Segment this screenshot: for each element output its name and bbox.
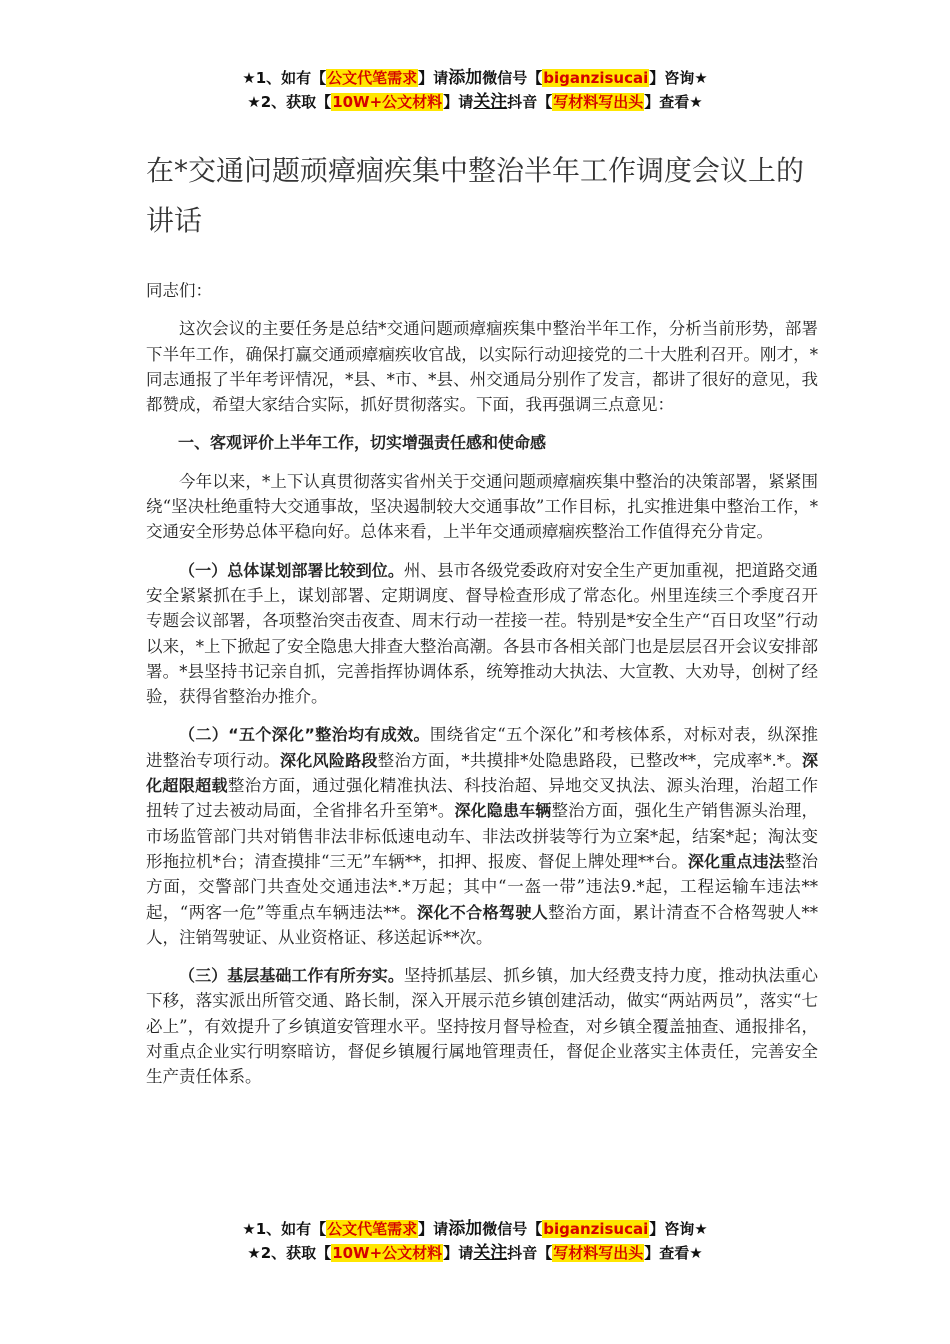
promo-highlight: 写材料写出头 [553,1244,644,1262]
intro-paragraph: 这次会议的主要任务是总结*交通问题顽瘴痼疾集中整治半年工作，分析当前形势，部署下半年工作，确保打赢交通顽瘴痼疾收官战，以实际行动迎接党的二十大胜利召开。刚才，*同志通报了半年考评情况，*县、*市、*县、州交通局分别作了发言，都讲了很好的意见，我都赞成，希望大家结合实际，抓好贯彻落实。下面，我再强调三点意见： [146,319,818,415]
promo-header [0,66,950,114]
promo-highlight: 10W+公文材料 [332,1244,443,1262]
greeting: 同志们： [146,281,212,300]
promo-highlight: 10W+公文材料 [332,93,443,111]
promo-highlight: 写材料写出头 [553,93,644,111]
item-1-paragraph: （一）总体谋划部署比较到位。州、县市各级党委政府对安全生产更加重视，把道路交通安全紧紧抓在手上，谋划部署、定期调度、督导检查形成了常态化。州里连续三个季度召开专题会议部署，各项整治突击夜查、周末行动一茬接一茬。特别是*安全生产“百日攻坚”行动以来，*上下掀起了安全隐患大排查大整治高潮。各县市各相关部门也是层层召开会议安排部署。*县坚持书记亲自抓，完善指挥协调体系，统筹推动大执法、大宣教、大劝导，创树了经验，获得省整治办推介。 [146,560,818,707]
promo-line-1: ★1、如有【公文代笔需求】请添加微信号【biganzisucai】咨询★ [242,68,708,88]
item-1-lead: （一）总体谋划部署比较到位。 [179,560,404,580]
promo-highlight: biganzisucai [543,69,649,87]
item-3-lead: （三）基层基础工作有所夯实。 [179,966,404,986]
promo-highlight: 公文代笔需求 [327,1220,418,1238]
section-1-paragraph: 今年以来，*上下认真贯彻落实省州关于交通问题顽瘴痼疾集中整治的决策部署，紧紧围绕“坚决杜绝重特大交通事故，坚决遏制较大交通事故”工作目标，扎实推进集中整治工作，*交通安全形势总体平稳向好。总体来看，上半年交通顽瘴痼疾整治工作值得充分肯定。 [146,471,818,542]
document-body [146,278,818,1103]
promo-line-1: ★1、如有【公文代笔需求】请添加微信号【biganzisucai】咨询★ [242,1219,708,1239]
promo-highlight: biganzisucai [543,1220,649,1238]
promo-footer [0,1217,950,1265]
promo-line-2: ★2、获取【10W+公文材料】请关注抖音【写材料写出头】查看★ [247,92,703,112]
section-heading-1: 一、客观评价上半年工作，切实增强责任感和使命感 [178,433,547,453]
item-3-paragraph: （三）基层基础工作有所夯实。坚持抓基层、抓乡镇，加大经费支持力度，推动执法重心下移，落实派出所管交通、路长制，深入开展示范乡镇创建活动，做实“两站两员”，落实“七必上”，有效提升了乡镇道安管理水平。坚持按月督导检查，对乡镇全覆盖抽查、通报排名，对重点企业实行明察暗访，督促乡镇履行属地管理责任，督促企业落实主体责任，完善安全生产责任体系。 [146,966,818,1087]
document-title: 在*交通问题顽瘴痼疾集中整治半年工作调度会议上的讲话 [146,154,805,237]
promo-highlight: 公文代笔需求 [327,69,418,87]
promo-line-2: ★2、获取【10W+公文材料】请关注抖音【写材料写出头】查看★ [247,1243,703,1263]
item-2-paragraph: （二）“五个深化”整治均有成效。围绕省定“五个深化”和考核体系，对标对表，纵深推进整治专项行动。深化风险路段整治方面，*共摸排*处隐患路段，已整改**，完成率*.*。深化超限超载整治方面，通过强化精准执法、科技治超、异地交叉执法、源头治理，治超工作扭转了过去被动局面，全省排名升至第*。深化隐患车辆整治方面，强化生产销售源头治理，市场监管部门共对销售非法非标低速电动车、非法改拼装等行为立案*起，结案*起；淘汰变形拖拉机*台；清查摸排“三无”车辆**，扣押、报废、督促上牌处理**台。深化重点违法整治方面，交警部门共查处交通违法*.*万起；其中“一盔一带”违法9.*起，工程运输车违法**起，“两客一危”等重点车辆违法**。深化不合格驾驶人整治方面，累计清查不合格驾驶人**人，注销驾驶证、从业资格证、移送起诉**次。 [146,725,818,947]
item-2-lead: （二）“五个深化”整治均有成效。 [179,725,430,745]
